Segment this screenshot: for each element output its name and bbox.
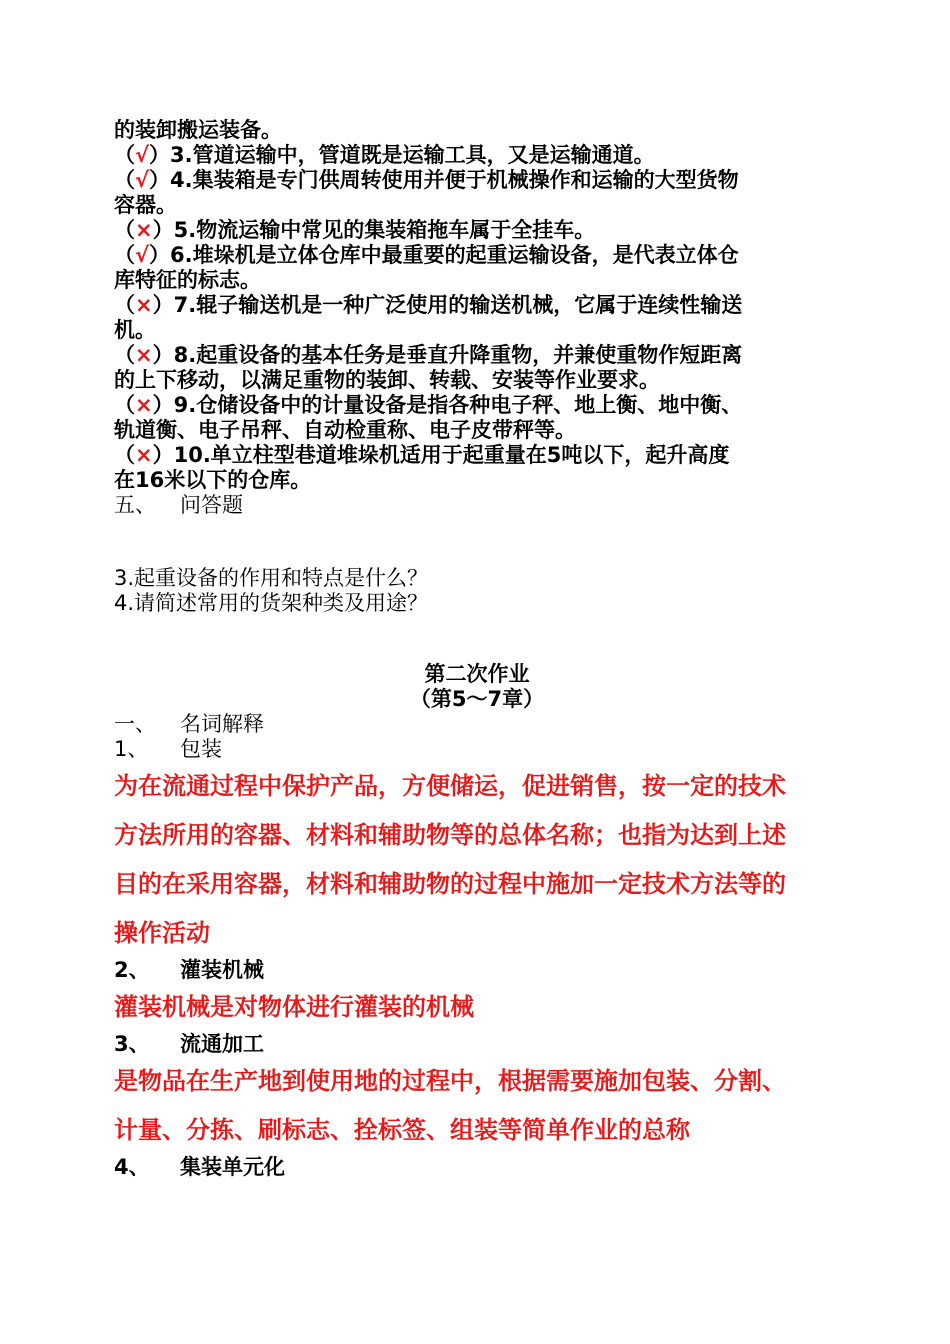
judgment-item-10-cont: 在16米以下的仓库。 — [114, 468, 312, 492]
term-name: 流通加工 — [180, 1032, 264, 1056]
term-name: 包装 — [180, 737, 222, 761]
cross-mark-icon: × — [135, 343, 153, 367]
judgment-item-5: （×）5.物流运输中常见的集装箱拖车属于全挂车。 — [114, 218, 596, 242]
term-1-answer-line: 方法所用的容器、材料和辅助物等的总体名称；也指为达到上述 — [114, 821, 786, 849]
term-heading-3 — [114, 1032, 840, 1057]
section-title: 名词解释 — [180, 712, 264, 736]
judgment-item-6-cont: 库特征的标志。 — [114, 268, 261, 292]
term-heading-1 — [114, 737, 840, 762]
judgment-item-3: （√）3.管道运输中，管道既是运输工具，又是运输通道。 — [114, 143, 655, 167]
check-mark-icon: √ — [135, 143, 150, 167]
judgment-item-8-cont: 的上下移动，以满足重物的装卸、转载、安装等作业要求。 — [114, 368, 660, 392]
cross-mark-icon: × — [135, 293, 153, 317]
homework-subtitle: （第5～7章） — [409, 687, 545, 711]
term-number: 3、 — [114, 1032, 150, 1056]
document-content — [114, 118, 840, 1180]
judgment-lead-line: 的装卸搬运装备。 — [114, 118, 282, 142]
judgment-text: 4.集装箱是专门供周转使用并便于机械操作和运输的大型货物 — [170, 168, 739, 192]
check-mark-icon: √ — [135, 243, 150, 267]
term-number: 4、 — [114, 1155, 150, 1179]
section-5-heading — [114, 493, 840, 518]
section-title: 问答题 — [180, 493, 243, 517]
term-1-answer-line: 目的在采用容器，材料和辅助物的过程中施加一定技术方法等的 — [114, 870, 786, 898]
term-name: 灌装机械 — [180, 958, 264, 982]
judgment-item-4: （√）4.集装箱是专门供周转使用并便于机械操作和运输的大型货物 — [114, 168, 739, 192]
judgment-item-10: （×）10.单立柱型巷道堆垛机适用于起重量在5吨以下，起升高度 — [114, 443, 730, 467]
term-1-answer-line: 操作活动 — [114, 919, 210, 947]
question-3: 3.起重设备的作用和特点是什么？ — [114, 566, 429, 590]
term-3-answer-line: 计量、分拣、刷标志、拴标签、组装等简单作业的总称 — [114, 1116, 690, 1144]
cross-mark-icon: × — [135, 443, 153, 467]
term-name: 集装单元化 — [180, 1155, 285, 1179]
term-number: 1、 — [114, 737, 149, 761]
judgment-text: 10.单立柱型巷道堆垛机适用于起重量在5吨以下，起升高度 — [173, 443, 730, 467]
judgment-item-9: （×）9.仓储设备中的计量设备是指各种电子秤、地上衡、地中衡、 — [114, 393, 743, 417]
judgment-text: 5.物流运输中常见的集装箱拖车属于全挂车。 — [173, 218, 596, 242]
term-1-answer-line: 为在流通过程中保护产品，方便储运，促进销售，按一定的技术 — [114, 772, 786, 800]
judgment-text: 9.仓储设备中的计量设备是指各种电子秤、地上衡、地中衡、 — [173, 393, 743, 417]
judgment-text: 7.辊子输送机是一种广泛使用的输送机械，它属于连续性输送 — [173, 293, 743, 317]
section-number: 一、 — [114, 712, 156, 736]
judgment-item-9-cont: 轨道衡、电子吊秤、自动检重称、电子皮带秤等。 — [114, 418, 576, 442]
section-1-heading — [114, 712, 840, 737]
judgment-text: 6.堆垛机是立体仓库中最重要的起重运输设备，是代表立体仓 — [170, 243, 739, 267]
cross-mark-icon: × — [135, 218, 153, 242]
term-heading-2 — [114, 958, 840, 983]
cross-mark-icon: × — [135, 393, 153, 417]
judgment-item-7-cont: 机。 — [114, 318, 156, 342]
judgment-item-4-cont: 容器。 — [114, 193, 177, 217]
term-number: 2、 — [114, 958, 150, 982]
homework-title: 第二次作业 — [424, 662, 530, 686]
judgment-item-8: （×）8.起重设备的基本任务是垂直升降重物，并兼使重物作短距离 — [114, 343, 743, 367]
question-4: 4.请简述常用的货架种类及用途？ — [114, 591, 429, 615]
term-2-answer-line: 灌装机械是对物体进行灌装的机械 — [114, 993, 474, 1021]
term-3-answer-line: 是物品在生产地到使用地的过程中，根据需要施加包装、分割、 — [114, 1067, 786, 1095]
section-number: 五、 — [114, 493, 156, 517]
judgment-item-7: （×）7.辊子输送机是一种广泛使用的输送机械，它属于连续性输送 — [114, 293, 743, 317]
judgment-text: 3.管道运输中，管道既是运输工具，又是运输通道。 — [170, 143, 655, 167]
judgment-text: 8.起重设备的基本任务是垂直升降重物，并兼使重物作短距离 — [173, 343, 743, 367]
judgment-item-6: （√）6.堆垛机是立体仓库中最重要的起重运输设备，是代表立体仓 — [114, 243, 739, 267]
check-mark-icon: √ — [135, 168, 150, 192]
term-heading-4 — [114, 1155, 840, 1180]
